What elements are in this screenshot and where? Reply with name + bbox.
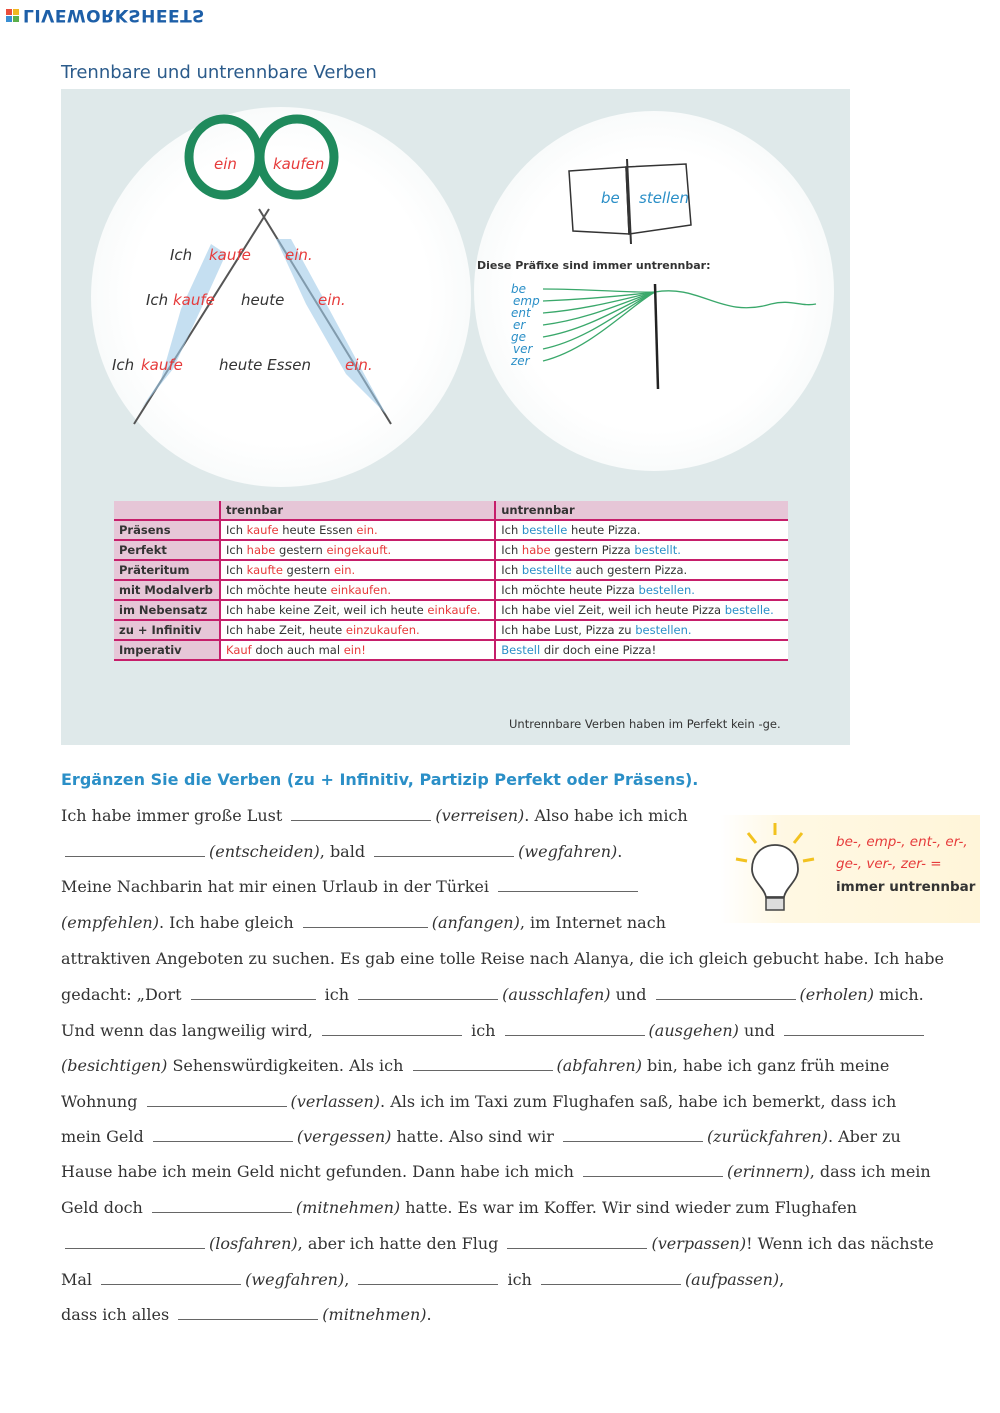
table-row — [114, 540, 788, 560]
cell-text: Ich habe viel Zeit, weil ich heute Pizza — [501, 603, 725, 617]
verb-hint: (zurückfahren) — [706, 1127, 828, 1146]
table-header — [114, 501, 220, 520]
book-stem: stellen — [639, 189, 689, 207]
cell-text: Ich möchte heute — [226, 583, 331, 597]
row-label: Präteritum — [114, 560, 220, 580]
cell-text: Ich habe Lust, Pizza zu — [501, 623, 636, 637]
cell-text: doch auch mal — [251, 643, 344, 657]
cell-text: Ich — [226, 523, 247, 537]
exercise-text-segment: . Also habe ich mich — [524, 806, 688, 825]
untrennbar-cell — [495, 540, 788, 560]
tip-label: immer untrennbar — [836, 879, 976, 895]
verb-hint: (verlassen) — [290, 1092, 381, 1111]
answer-blank[interactable] — [152, 1198, 292, 1213]
exercise-line — [61, 1056, 889, 1075]
cell-text: Ich habe keine Zeit, weil ich heute — [226, 603, 428, 617]
exercise-text-segment: dass ich alles — [61, 1305, 175, 1324]
prefix-item: emp — [513, 294, 540, 308]
exercise-line — [61, 1092, 896, 1111]
row-label: Präsens — [114, 520, 220, 540]
verb-hint: (ausgehen) — [648, 1021, 739, 1040]
verb-hint: (mitnehmen) — [322, 1305, 427, 1324]
answer-blank[interactable] — [656, 985, 796, 1000]
answer-blank[interactable] — [413, 1056, 553, 1071]
untrennbar-cell — [495, 580, 788, 600]
table-row — [114, 620, 788, 640]
prefix-caption: Diese Präfixe sind immer untrennbar: — [477, 259, 711, 272]
scissors-verb: kaufe — [141, 356, 183, 374]
prefix-item: ge — [511, 330, 526, 344]
book-prefix: be — [601, 189, 620, 207]
answer-blank[interactable] — [505, 1021, 645, 1036]
verb-hint: (wegfahren) — [518, 842, 618, 861]
logo-text: LIVEWORKSHEETS — [23, 5, 205, 25]
cell-text: eingekauft. — [326, 543, 392, 557]
exercise-line — [61, 1305, 432, 1324]
verb-hint: (entscheiden) — [209, 842, 320, 861]
cell-text: Kauf — [226, 643, 252, 657]
exercise-text-segment: Hause habe ich mein Geld nicht gefunden. Dann habe ich mich — [61, 1162, 579, 1181]
exercise-text-segment: , — [344, 1270, 355, 1289]
answer-blank[interactable] — [65, 1234, 205, 1249]
exercise-text-segment: ich — [502, 1270, 537, 1289]
table-header: trennbar — [220, 501, 495, 520]
exercise-line — [61, 1234, 934, 1253]
cell-text: gestern — [282, 563, 334, 577]
grammar-panel — [61, 89, 850, 745]
cell-text: bestellen. — [635, 623, 692, 637]
prefix-item: be — [511, 282, 526, 296]
task-instruction: Ergänzen Sie die Verben (zu + Infinitiv, Partizip Perfekt oder Präsens). — [61, 770, 699, 789]
answer-blank[interactable] — [358, 985, 498, 1000]
verb-hint: (vergessen) — [296, 1127, 392, 1146]
verb-hint: (wegfahren) — [245, 1270, 345, 1289]
table-row — [114, 560, 788, 580]
prefix-item: zer — [511, 354, 530, 368]
exercise-text-segment: Mal — [61, 1270, 98, 1289]
exercise-text-segment: mein Geld — [61, 1127, 149, 1146]
answer-blank[interactable] — [303, 913, 428, 928]
handle-left-label: ein — [214, 155, 237, 173]
exercise-text-segment: Und wenn das langweilig wird, — [61, 1021, 318, 1040]
exercise-line — [61, 1021, 928, 1040]
tip-prefixes: be-, emp-, ent-, er-, ge-, ver-, zer- = — [836, 834, 968, 872]
cell-text: Ich habe Zeit, heute — [226, 623, 346, 637]
exercise-text-segment: Meine Nachbarin hat mir einen Urlaub in der Türkei — [61, 877, 495, 896]
exercise-line — [61, 1198, 857, 1217]
untrennbar-cell — [495, 600, 788, 620]
exercise-text-segment: Geld doch — [61, 1198, 148, 1217]
table-header: untrennbar — [495, 501, 788, 520]
exercise-text-segment: , bald — [319, 842, 371, 861]
cell-text: kaufte — [246, 563, 283, 577]
exercise-line — [61, 842, 622, 861]
cell-text: ein. — [356, 523, 378, 537]
exercise-text-segment: hatte. Es war im Koffer. Wir sind wieder zum Flughafen — [400, 1198, 857, 1217]
prefix-item: er — [513, 318, 526, 332]
exercise-text-segment: , — [779, 1270, 785, 1289]
exercise-text-segment: Wohnung — [61, 1092, 143, 1111]
verb-hint: (verpassen) — [651, 1234, 747, 1253]
cell-text: dir doch eine Pizza! — [540, 643, 657, 657]
cell-text: Ich — [226, 563, 247, 577]
untrennbar-cell — [495, 640, 788, 660]
answer-blank[interactable] — [191, 985, 316, 1000]
answer-blank[interactable] — [101, 1270, 241, 1285]
exercise-text-segment: gedacht: „Dort — [61, 985, 187, 1004]
untrennbar-cell — [495, 520, 788, 540]
table-row — [114, 600, 788, 620]
table-row — [114, 520, 788, 540]
exercise-text-segment: und — [610, 985, 652, 1004]
verb-hint: (abfahren) — [556, 1056, 642, 1075]
answer-blank[interactable] — [784, 1021, 924, 1036]
answer-blank[interactable] — [374, 842, 514, 857]
scissors-word: heute — [241, 291, 285, 309]
handle-right-label: kaufen — [273, 155, 325, 173]
prefix-item: ent — [511, 306, 531, 320]
trennbar-cell — [220, 540, 495, 560]
scissors-prefix: ein. — [285, 246, 313, 264]
cell-text: kaufe — [246, 523, 279, 537]
scissors-prefix: ein. — [345, 356, 373, 374]
cell-text: bestelle — [521, 523, 568, 537]
cell-text: heute Essen — [278, 523, 357, 537]
verb-hint: (anfangen) — [431, 913, 520, 932]
answer-blank[interactable] — [563, 1127, 703, 1142]
cell-text: Ich möchte heute Pizza — [501, 583, 639, 597]
verb-hint: (ausschlafen) — [502, 985, 611, 1004]
exercise-line — [61, 877, 642, 896]
table-row — [114, 640, 788, 660]
exercise-line — [61, 1127, 901, 1146]
scissors-word: Ich — [112, 356, 135, 374]
trennbar-cell — [220, 620, 495, 640]
exercise-text-segment: , aber ich hatte den Flug — [297, 1234, 504, 1253]
prefix-item: ver — [513, 342, 533, 356]
cell-text: ein. — [333, 563, 356, 577]
answer-blank[interactable] — [153, 1127, 293, 1142]
trennbar-cell — [220, 520, 495, 540]
untrennbar-cell — [495, 560, 788, 580]
exercise-text-segment: Ich habe immer große Lust — [61, 806, 288, 825]
verb-hint: (empfehlen) — [61, 913, 159, 932]
exercise-line — [61, 1270, 784, 1289]
perfect-note: Untrennbare Verben haben im Perfekt kein -ge. — [509, 717, 781, 731]
answer-blank[interactable] — [65, 842, 205, 857]
tip-box — [720, 815, 980, 923]
exercise-text-segment: ich — [319, 985, 355, 1004]
exercise-text-segment: ! Wenn ich das nächste — [746, 1234, 934, 1253]
needle-icon — [531, 279, 831, 394]
scissors-word: heute Essen — [219, 356, 311, 374]
exercise-text-segment: , dass ich mein — [809, 1162, 931, 1181]
exercise-text-segment: hatte. Also sind wir — [391, 1127, 559, 1146]
conjugation-table — [114, 501, 788, 661]
row-label: mit Modalverb — [114, 580, 220, 600]
answer-blank[interactable] — [322, 1021, 462, 1036]
exercise-line — [61, 1162, 931, 1181]
trennbar-cell — [220, 580, 495, 600]
cell-text: Ich — [501, 523, 522, 537]
trennbar-cell — [220, 560, 495, 580]
logo-icon — [6, 9, 19, 22]
exercise-line — [61, 913, 666, 932]
cell-text: bestellen. — [638, 583, 695, 597]
cell-text: einkaufe. — [427, 603, 481, 617]
exercise-text-segment: mich. — [873, 985, 924, 1004]
cell-text: habe — [246, 543, 276, 557]
row-label: im Nebensatz — [114, 600, 220, 620]
row-label: Imperativ — [114, 640, 220, 660]
exercise-line — [61, 949, 944, 968]
cell-text: habe — [521, 543, 551, 557]
answer-blank[interactable] — [358, 1270, 498, 1285]
exercise-text-segment: . Ich habe gleich — [158, 913, 299, 932]
cell-text: Ich — [501, 563, 522, 577]
table-header-row — [114, 501, 788, 520]
cell-text: bestellt. — [634, 543, 681, 557]
exercise-line — [61, 985, 924, 1004]
answer-blank[interactable] — [583, 1162, 723, 1177]
exercise-text-segment: . Aber zu — [827, 1127, 901, 1146]
exercise-text-segment: und — [738, 1021, 780, 1040]
cell-text: einzukaufen. — [345, 623, 420, 637]
exercise-text-segment: Sehenswürdigkeiten. Als ich — [167, 1056, 409, 1075]
cell-text: gestern — [275, 543, 327, 557]
exercise-text-segment: . — [617, 842, 623, 861]
answer-blank[interactable] — [541, 1270, 681, 1285]
cell-text: Ich — [501, 543, 522, 557]
cell-text: einkaufen. — [330, 583, 392, 597]
cell-text: bestelle. — [724, 603, 774, 617]
scissors-word: Ich — [146, 291, 169, 309]
scissors-verb: kaufe — [173, 291, 215, 309]
answer-blank[interactable] — [291, 806, 431, 821]
lightbulb-icon — [730, 821, 820, 921]
verb-hint: (erinnern) — [726, 1162, 810, 1181]
cell-text: Bestell — [501, 643, 541, 657]
trennbar-cell — [220, 640, 495, 660]
verb-hint: (aufpassen) — [684, 1270, 780, 1289]
page-title: Trennbare und untrennbare Verben — [61, 62, 377, 83]
cell-text: bestellte — [521, 563, 572, 577]
answer-blank[interactable] — [147, 1092, 287, 1107]
table-row — [114, 580, 788, 600]
scissors-prefix: ein. — [318, 291, 346, 309]
cell-text: gestern Pizza — [550, 543, 635, 557]
answer-blank[interactable] — [507, 1234, 647, 1249]
exercise-text-segment: . Als ich im Taxi zum Flughafen saß, habe ich bemerkt, dass ich — [380, 1092, 897, 1111]
logo — [6, 4, 205, 26]
cell-text: heute Pizza. — [567, 523, 641, 537]
exercise-line — [61, 806, 688, 825]
exercise-text-segment: , im Internet nach — [519, 913, 666, 932]
exercise-text-segment: . — [426, 1305, 432, 1324]
scissors-word: Ich — [170, 246, 193, 264]
answer-blank[interactable] — [178, 1305, 318, 1320]
row-label: Perfekt — [114, 540, 220, 560]
row-label: zu + Infinitiv — [114, 620, 220, 640]
verb-hint: (verreisen) — [435, 806, 525, 825]
answer-blank[interactable] — [498, 877, 638, 892]
cell-text: auch gestern Pizza. — [571, 563, 688, 577]
verb-hint: (losfahren) — [209, 1234, 298, 1253]
verb-hint: (mitnehmen) — [295, 1198, 401, 1217]
exercise-text-segment: attraktiven Angeboten zu suchen. Es gab eine tolle Reise nach Alanya, die ich gleich gebucht habe. Ich habe — [61, 949, 944, 968]
cell-text: ein! — [343, 643, 366, 657]
scissors-verb: kaufe — [209, 246, 251, 264]
trennbar-cell — [220, 600, 495, 620]
verb-hint: (besichtigen) — [61, 1056, 168, 1075]
untrennbar-cell — [495, 620, 788, 640]
exercise-text-segment: ich — [465, 1021, 501, 1040]
cell-text: Ich — [226, 543, 247, 557]
verb-hint: (erholen) — [799, 985, 874, 1004]
exercise-text-segment: bin, habe ich ganz früh meine — [641, 1056, 890, 1075]
